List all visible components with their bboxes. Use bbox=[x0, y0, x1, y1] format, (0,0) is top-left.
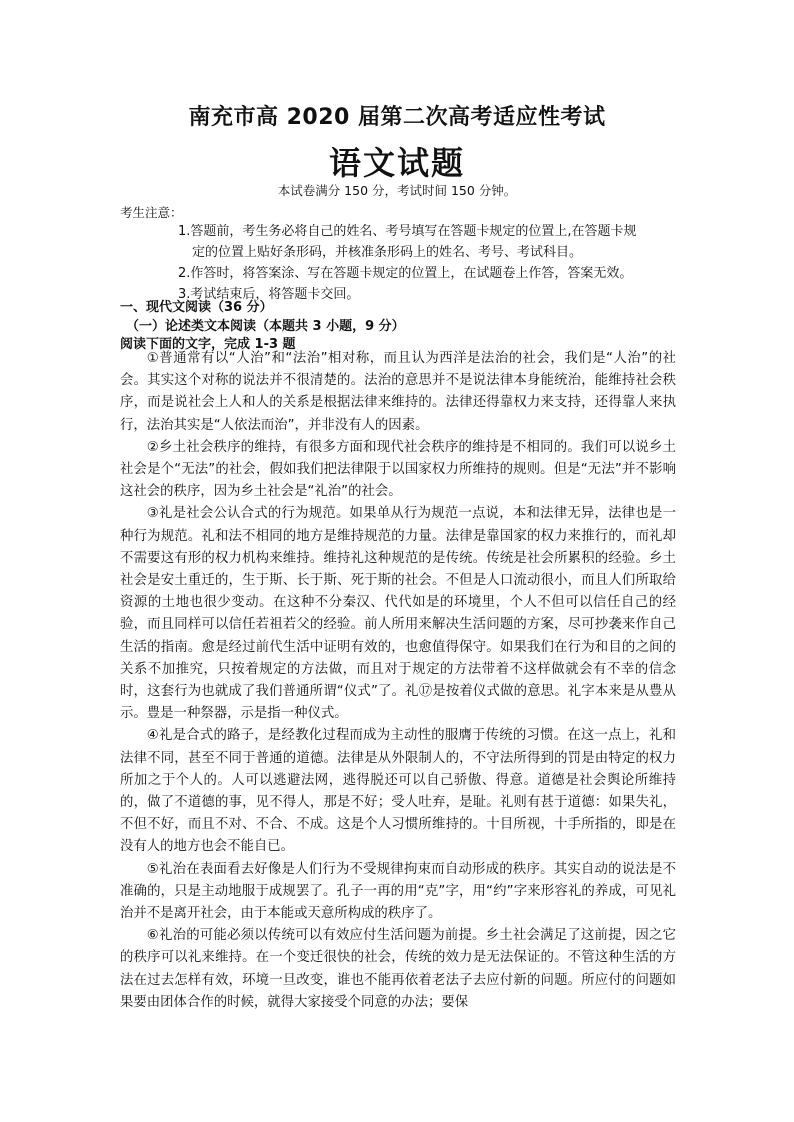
score-time-line: 本试卷满分 150 分，考试时间 150 分钟。 bbox=[277, 183, 517, 198]
notice-list bbox=[178, 221, 678, 305]
exam-title: 南充市高 2020 届第二次高考适应性考试 bbox=[188, 105, 606, 130]
subsection-heading: （一）论述类文本阅读（本题共 3 小题，9 分） bbox=[126, 319, 405, 334]
passage-paragraph: ③礼是社会公认合式的行为规范。如果单从行为规范一点说，本和法律无异，法律也是一种行为规范。礼和法不相同的地方是维持规范的力量。法律是靠国家的权力来推行的，而礼却不需要这有形的权力机构来维持。维持礼这种规范的是传统。传统是社会所累积的经验。乡土社会是安土重迁的，生于斯、长于斯、死于斯的社会。不但是人口流动很小，而且人们所取给资源的土地也很少变动。在这种不分秦汉、代代如是的环境里，个人不但可以信任自己的经验，而且同样可以信任若祖若父的经验。前人所用来解决生活问题的方案，尽可抄袭来作自己生活的指南。愈是经过前代生活中证明有效的，也愈值得保守。如果我们在行为和目的之间的关系不加推究，只按着规定的方法做，而且对于规定的方法带着不这样做就会有不幸的信念时，这套行为也就成了我们普通所谓“仪式”了。礼⑰是按着仪式做的意思。礼字本来是从豊从示。豊是一种祭器，示是指一种仪式。 bbox=[120, 506, 676, 722]
reading-passage bbox=[120, 348, 676, 1014]
passage-paragraph: ④礼是合式的路子，是经教化过程而成为主动性的服膺于传统的习惯。在这一点上，礼和法律不同，甚至不同于普通的道德。法律是从外限制人的，不守法所得到的罚是由特定的权力所加之于个人的。人可以逃避法网，逃得脱还可以自己骄傲、得意。道德是社会舆论所维持的，做了不道德的事，见不得人，那是不好；受人吐弃，是耻。礼则有甚于道德：如果失礼，不但不好，而且不对、不合、不成。这是个人习惯所维持的。十目所视，十手所指的，即是在没有人的地方也会不能自已。 bbox=[120, 728, 676, 855]
passage-paragraph: ⑥礼治的可能必须以传统可以有效应付生活问题为前提。乡土社会满足了这前提，因之它的秩序可以礼来维持。在一个变迁很快的社会，传统的效力是无法保证的。不管这种生活的方法在过去怎样有效，环境一旦改变，谁也不能再依着老法子去应付新的问题。所应付的问题如果要由团体合作的时候，就得大家接受个同意的办法；要保 bbox=[120, 928, 676, 1010]
section-heading: 一、现代文阅读（36 分） bbox=[120, 300, 273, 315]
notice-item-continuation: 定的位置上贴好条形码，并核准条形码上的姓名、考号、考试科目。 bbox=[192, 245, 583, 260]
notice-item-text: 2.作答时，将答案涂、写在答题卡规定的位置上，在试题卷上作答，答案无效。 bbox=[178, 266, 633, 281]
passage-paragraph: ①普通常有以“人治”和“法治”相对称，而且认为西洋是法治的社会，我们是“人治”的社会。其实这个对称的说法并不很清楚的。法治的意思并不是说法律本身能统治，能维持社会秩序，而是说社会上人和人的关系是根据法律来维持的。法律还得靠权力来支持，还得靠人来执行，法治其实是“人依法而治”，并非没有人的因素。 bbox=[120, 351, 676, 433]
reading-instruction: 阅读下面的文字，完成 1-3 题 bbox=[120, 337, 296, 352]
passage-paragraph: ⑤礼治在表面看去好像是人们行为不受规律拘束而自动形成的秩序。其实自动的说法是不准确的，只是主动地服于成规罢了。孔子一再的用“克”字，用“约”字来形容礼的养成，可见礼治并不是离开社会，由于本能或天意所构成的秩序了。 bbox=[120, 861, 676, 922]
notice-item-text: 1.答题前，考生务必将自己的姓名、考号填写在答题卡规定的位置上,在答题卡规 bbox=[178, 224, 637, 239]
notice-item-text: 3.考试结束后，将答题卡交回。 bbox=[178, 287, 360, 302]
notice-heading: 考生注意： bbox=[120, 205, 183, 220]
notice-item bbox=[178, 221, 678, 263]
passage-paragraph: ②乡土社会秩序的维持，有很多方面和现代社会秩序的维持是不相同的。我们可以说乡土社会是个“无法”的社会，假如我们把法律限于以国家权力所维持的规则。但是“无法”并不影响这社会的秩序，因为乡土社会是“礼治”的社会。 bbox=[120, 439, 676, 500]
notice-item bbox=[178, 263, 678, 284]
subject-title: 语文试题 bbox=[328, 144, 465, 182]
